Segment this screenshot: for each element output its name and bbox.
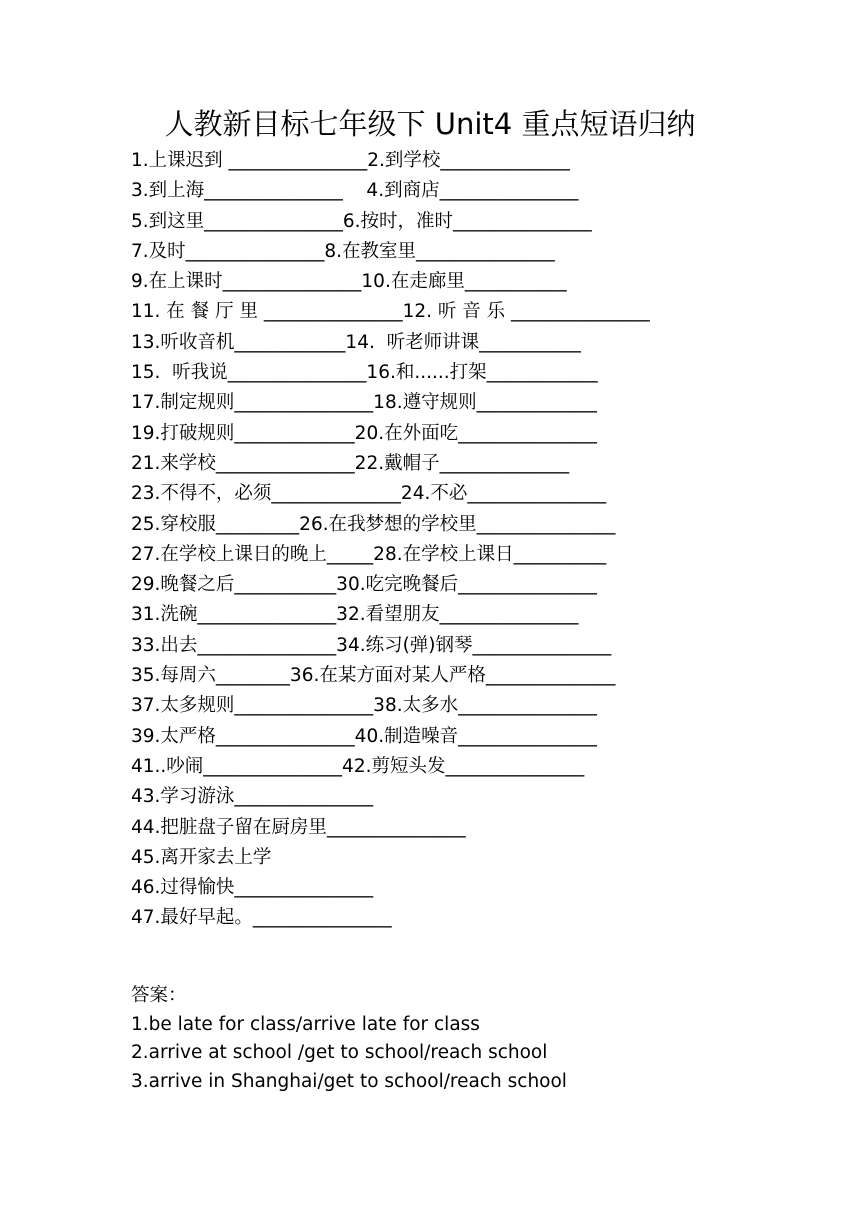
exercise-line: 7.及时_______________8.在教室里_______________ bbox=[131, 240, 555, 262]
exercise-line: 31.洗碗_______________32.看望朋友_______________ bbox=[131, 604, 579, 626]
exercise-line: 37.太多规则_______________38.太多水_______________ bbox=[131, 695, 597, 717]
exercise-line: 29.晚餐之后___________30.吃完晚餐后_______________ bbox=[131, 574, 597, 596]
exercise-line: 25.穿校服_________26.在我梦想的学校里_______________ bbox=[131, 513, 616, 535]
answer-list bbox=[131, 1011, 851, 1097]
exercise-line: 43.学习游泳_______________ bbox=[131, 786, 374, 808]
answer-item: 2.arrive at school /get to school/reach school bbox=[131, 1042, 548, 1063]
exercise-line: 46.过得愉快_______________ bbox=[131, 877, 374, 899]
exercise-line: 33.出去_______________34.练习(弹)钢琴_______________ bbox=[131, 634, 612, 656]
exercise-line: 15. 听我说_______________16.和......打架____________ bbox=[131, 362, 598, 384]
exercise-line: 19.打破规则_____________20.在外面吃_______________ bbox=[131, 422, 597, 444]
exercise-line: 5.到这里_______________6.按时，准时_______________ bbox=[131, 210, 592, 232]
exercise-list bbox=[131, 146, 851, 934]
exercise-line: 11. 在 餐 厅 里 _______________12. 听 音 乐 _______________ bbox=[131, 301, 650, 323]
exercise-line: 1.上课迟到 _______________2.到学校______________ bbox=[131, 150, 570, 171]
exercise-line: 3.到上海_______________ 4.到商店_______________ bbox=[131, 180, 579, 202]
answer-item: 1.be late for class/arrive late for class bbox=[131, 1013, 480, 1035]
page-title: 人教新目标七年级下 Unit4 重点短语归纳 bbox=[164, 107, 696, 141]
exercise-line: 9.在上课时_______________10.在走廊里___________ bbox=[131, 271, 567, 293]
exercise-line: 27.在学校上课日的晚上_____28.在学校上课日__________ bbox=[131, 543, 607, 565]
exercise-line: 21.来学校_______________22.戴帽子______________ bbox=[131, 452, 570, 474]
exercise-line: 39.太严格_______________40.制造噪音_______________ bbox=[131, 725, 597, 747]
answer-section bbox=[131, 982, 851, 1096]
exercise-line: 45.离开家去上学 bbox=[131, 846, 272, 868]
exercise-line: 23.不得不，必须______________24.不必_______________ bbox=[131, 483, 607, 505]
exercise-line: 41..吵闹_______________42.剪短头发_______________ bbox=[131, 755, 585, 777]
exercise-line: 44.把脏盘子留在厨房里_______________ bbox=[131, 816, 466, 838]
exercise-line: 17.制定规则_______________18.遵守规则_____________ bbox=[131, 392, 597, 414]
answer-item: 3.arrive in Shanghai/get to school/reach school bbox=[131, 1070, 567, 1092]
exercise-line: 35.每周六________36.在某方面对某人严格______________ bbox=[131, 665, 616, 687]
answer-heading: 答案： bbox=[131, 985, 187, 1006]
exercise-line: 47.最好早起。_______________ bbox=[131, 907, 392, 929]
exercise-line: 13.听收音机____________14. 听老师讲课___________ bbox=[131, 331, 581, 353]
